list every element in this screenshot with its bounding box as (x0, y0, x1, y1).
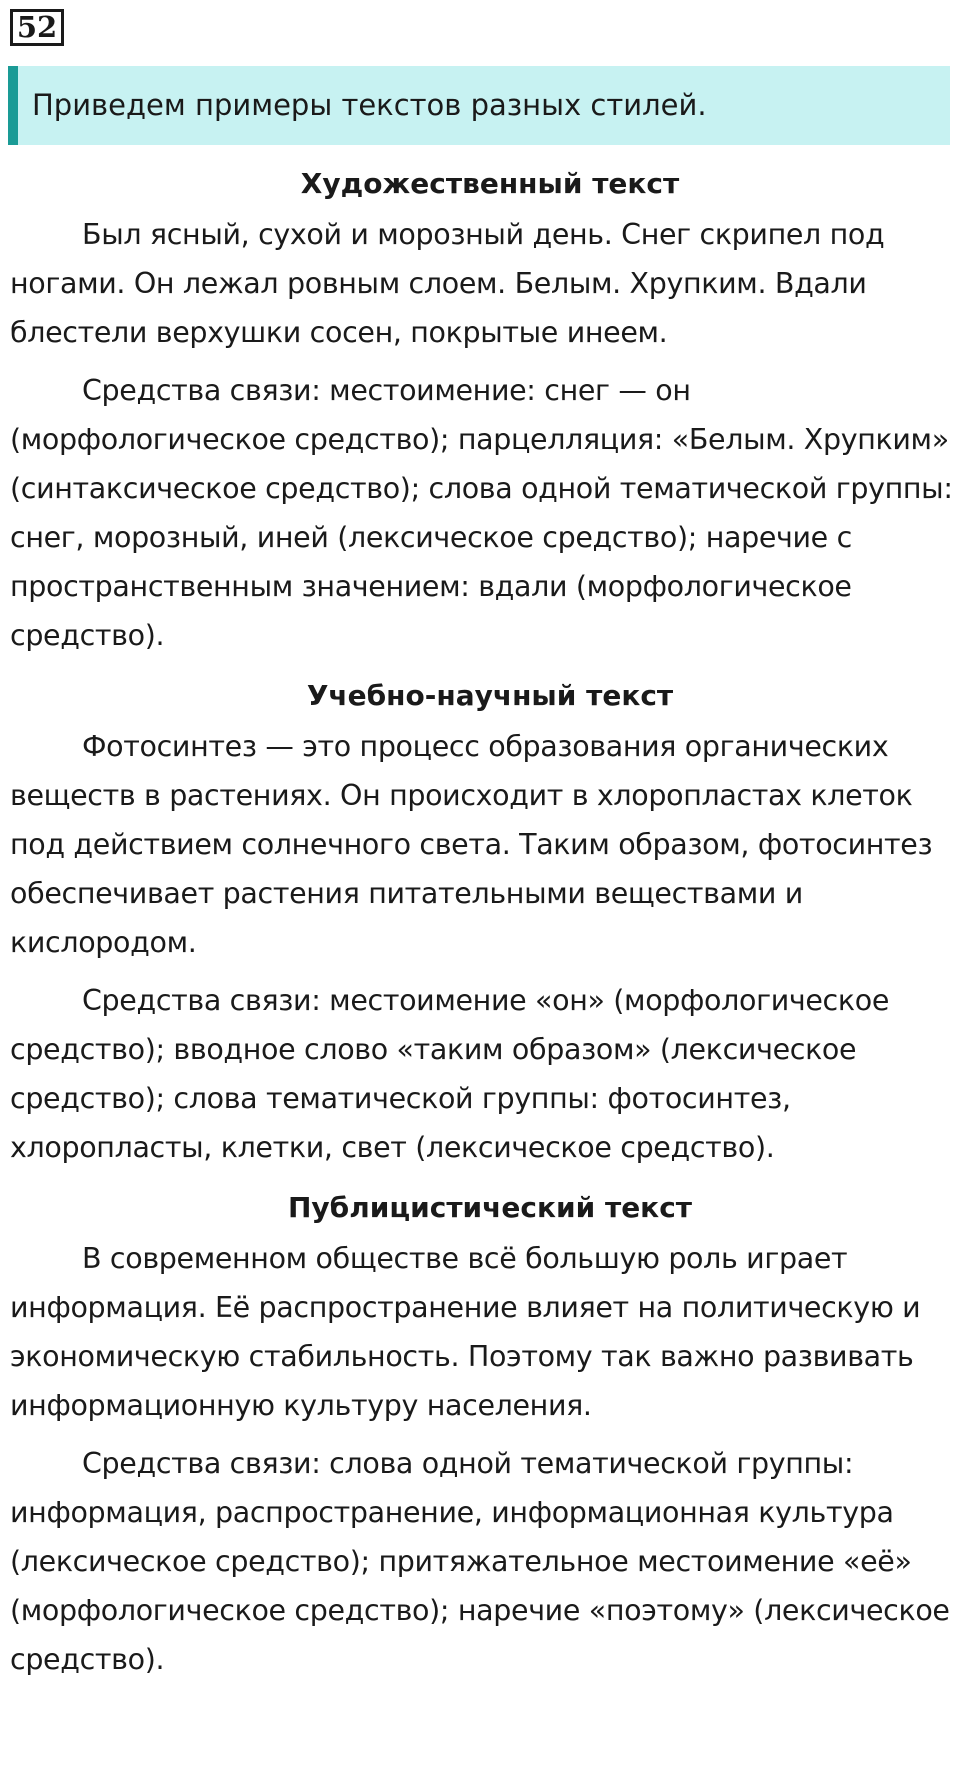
section-artistic (10, 158, 954, 660)
section-title-scientific: Учебно-научный текст (306, 679, 674, 712)
analysis-text-scientific: Средства связи: местоимение «он» (морфологическое средство); вводное слово «таким образом» (лексическое средство); слова тематической группы: фотосинтез, хлоропласты, клетки, свет (лексическое средство). (10, 984, 889, 1164)
example-text-publicistic: В современном обществе всё большую роль играет информация. Её распространение влияет на политическую и экономическую стабильность. Поэтому так важно развивать информационную культуру населения. (10, 1242, 921, 1422)
intro-banner: Приведем примеры текстов разных стилей. (8, 66, 950, 145)
example-text-artistic: Был ясный, сухой и морозный день. Снег скрипел под ногами. Он лежал ровным слоем. Белым. Хрупким. Вдали блестели верхушки сосен, покрытые инеем. (10, 218, 885, 349)
section-title-artistic: Художественный текст (300, 167, 680, 200)
section-title-publicistic: Публицистический текст (287, 1191, 693, 1224)
analysis-text-publicistic: Средства связи: слова одной тематической группы: информация, распространение, информационная культура (лексическое средство); притяжательное местоимение «её» (морфологическое средство); наречие «поэтому» (лексическое средство). (10, 1447, 950, 1676)
content (10, 158, 954, 1684)
section-scientific (10, 670, 954, 1172)
analysis-text-artistic: Средства связи: местоимение: снег — он (морфологическое средство); парцелляция: «Белым. Хрупким» (синтаксическое средство); слова одной тематической группы: снег, морозный, иней (лексическое средство); наречие с пространственным значением: вдали (морфологическое средство). (10, 374, 953, 652)
section-publicistic (10, 1182, 954, 1684)
example-text-scientific: Фотосинтез — это процесс образования органических веществ в растениях. Он происходит в хлоропластах клеток под действием солнечного света. Таким образом, фотосинтез обеспечивает растения питательными веществами и кислородом. (10, 730, 933, 959)
task-number-badge: 52 (10, 9, 64, 46)
